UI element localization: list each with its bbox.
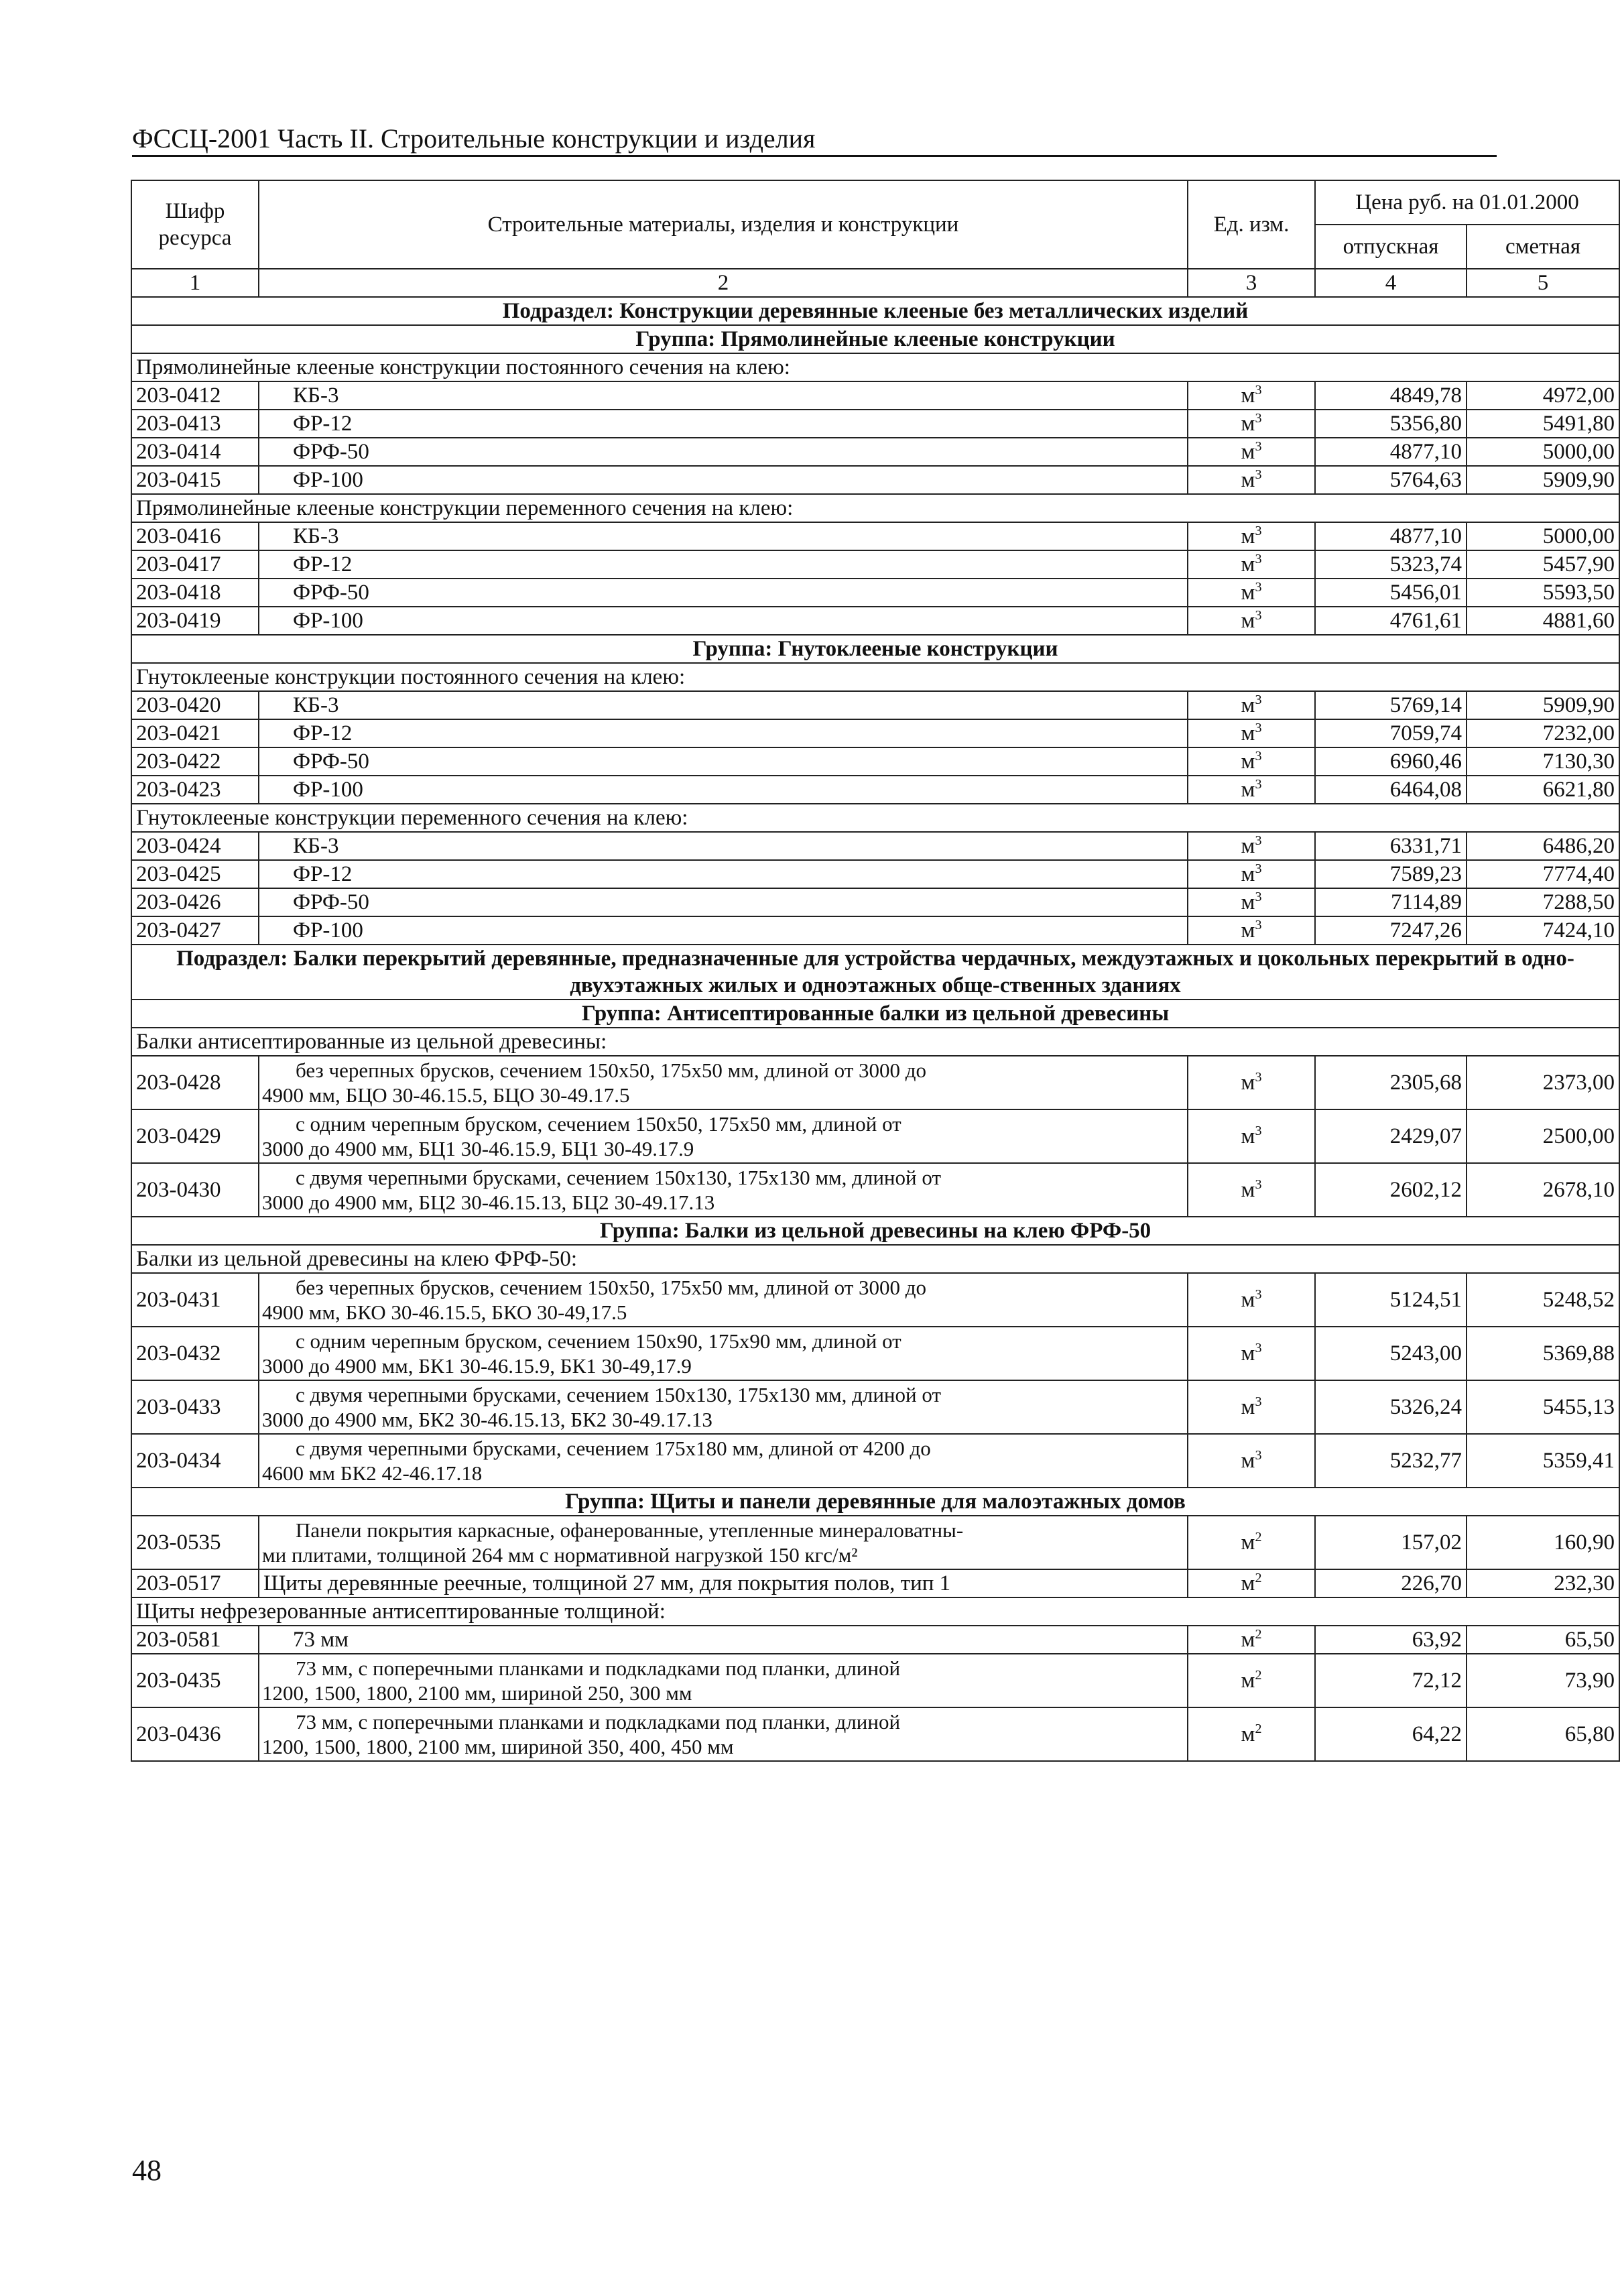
item-description bbox=[259, 1327, 1188, 1380]
release-price: 5124,51 bbox=[1315, 1273, 1467, 1327]
unit-text: м bbox=[1241, 581, 1255, 605]
unit-exponent: 3 bbox=[1255, 692, 1262, 707]
group-heading: Группа: Балки из цельной древесины на клею ФРФ-50 bbox=[131, 1217, 1619, 1245]
table-row bbox=[131, 832, 1619, 860]
unit-text: м bbox=[1241, 749, 1255, 774]
unit-cell bbox=[1188, 747, 1315, 776]
release-price: 157,02 bbox=[1315, 1516, 1467, 1569]
resource-code: 203-0425 bbox=[131, 860, 259, 888]
group-heading: Группа: Гнутоклееные конструкции bbox=[131, 635, 1619, 663]
item-description-line: 1200, 1500, 1800, 2100 мм, шириной 250, 300 мм bbox=[262, 1681, 692, 1705]
unit-exponent: 3 bbox=[1255, 467, 1262, 482]
unit-cell bbox=[1188, 1626, 1315, 1654]
resource-code: 203-0581 bbox=[131, 1626, 259, 1654]
item-name: КБ-3 bbox=[259, 381, 1188, 410]
unit-cell bbox=[1188, 1109, 1315, 1163]
release-price: 5326,24 bbox=[1315, 1380, 1467, 1434]
unit-text: м bbox=[1241, 1449, 1255, 1473]
unit-exponent: 3 bbox=[1255, 524, 1262, 538]
column-number: 5 bbox=[1467, 269, 1619, 297]
unit-text: м bbox=[1241, 609, 1255, 633]
unit-cell bbox=[1188, 776, 1315, 804]
unit-cell bbox=[1188, 860, 1315, 888]
subheading-row bbox=[131, 804, 1619, 832]
release-price: 2305,68 bbox=[1315, 1056, 1467, 1109]
column-number: 1 bbox=[131, 269, 259, 297]
release-price: 226,70 bbox=[1315, 1569, 1467, 1597]
item-description bbox=[259, 1380, 1188, 1434]
subheading: Гнутоклееные конструкции переменного сечения на клею: bbox=[131, 804, 1619, 832]
item-name: ФР-100 bbox=[259, 607, 1188, 635]
estimate-price: 65,50 bbox=[1467, 1626, 1619, 1654]
unit-text: м bbox=[1241, 1288, 1255, 1312]
unit-exponent: 3 bbox=[1255, 1394, 1262, 1409]
table-row bbox=[131, 1163, 1619, 1217]
table-row bbox=[131, 438, 1619, 466]
subheading-row bbox=[131, 1028, 1619, 1056]
table-header-row bbox=[131, 180, 1619, 225]
table-row bbox=[131, 1569, 1619, 1597]
page-title: ФССЦ-2001 Часть II. Строительные конструкции и изделия bbox=[132, 123, 816, 154]
item-description-line: 73 мм, с поперечными планками и подкладками под планки, длиной bbox=[296, 1656, 901, 1680]
page-number: 48 bbox=[132, 2154, 162, 2187]
subheading: Гнутоклееные конструкции постоянного сечения на клею: bbox=[131, 663, 1619, 691]
unit-text: м bbox=[1241, 693, 1255, 717]
estimate-price: 7288,50 bbox=[1467, 888, 1619, 916]
unit-cell bbox=[1188, 466, 1315, 494]
unit-cell bbox=[1188, 1327, 1315, 1380]
table-row bbox=[131, 1273, 1619, 1327]
item-name: КБ-3 bbox=[259, 832, 1188, 860]
item-description-line: с двумя черепными брусками, сечением 150х130, 175х130 мм, длиной от bbox=[296, 1383, 941, 1406]
item-description-line: без черепных брусков, сечением 150х50, 175х50 мм, длиной от 3000 до bbox=[296, 1059, 927, 1082]
column-number: 2 bbox=[259, 269, 1188, 297]
item-name: 73 мм bbox=[259, 1626, 1188, 1654]
item-description-line: 1200, 1500, 1800, 2100 мм, шириной 350, 400, 450 мм bbox=[262, 1735, 734, 1758]
unit-text: м bbox=[1241, 552, 1255, 577]
unit-cell bbox=[1188, 1056, 1315, 1109]
group-heading-row bbox=[131, 635, 1619, 663]
resource-code: 203-0432 bbox=[131, 1327, 259, 1380]
unit-text: м bbox=[1241, 778, 1255, 802]
unit-text: м bbox=[1241, 1571, 1255, 1595]
subheading: Щиты нефрезерованные антисептированные толщиной: bbox=[131, 1597, 1619, 1626]
subheading: Прямолинейные клееные конструкции постоянного сечения на клею: bbox=[131, 353, 1619, 381]
unit-exponent: 3 bbox=[1255, 1070, 1262, 1085]
release-price: 63,92 bbox=[1315, 1626, 1467, 1654]
item-description-line: 4900 мм, БКО 30-46.15.5, БКО 30-49,17.5 bbox=[262, 1301, 627, 1324]
unit-text: м bbox=[1241, 721, 1255, 745]
unit-cell bbox=[1188, 1163, 1315, 1217]
table-row bbox=[131, 466, 1619, 494]
item-description-line: с одним черепным бруском, сечением 150х50, 175х50 мм, длиной от bbox=[296, 1112, 901, 1136]
group-heading: Группа: Прямолинейные клееные конструкции bbox=[131, 325, 1619, 353]
unit-text: м bbox=[1241, 918, 1255, 943]
item-description bbox=[259, 1516, 1188, 1569]
table-row bbox=[131, 1434, 1619, 1488]
resource-code: 203-0427 bbox=[131, 916, 259, 945]
column-number: 3 bbox=[1188, 269, 1315, 297]
release-price: 6464,08 bbox=[1315, 776, 1467, 804]
unit-cell bbox=[1188, 1654, 1315, 1707]
unit-text: м bbox=[1241, 440, 1255, 464]
release-price: 4849,78 bbox=[1315, 381, 1467, 410]
resource-code: 203-0517 bbox=[131, 1569, 259, 1597]
item-description-line: с одним черепным бруском, сечением 150х90, 175х90 мм, длиной от bbox=[296, 1329, 901, 1353]
unit-exponent: 3 bbox=[1255, 1341, 1262, 1355]
resource-code: 203-0419 bbox=[131, 607, 259, 635]
unit-cell bbox=[1188, 691, 1315, 719]
unit-text: м bbox=[1241, 1341, 1255, 1366]
unit-exponent: 3 bbox=[1255, 890, 1262, 904]
item-name: ФРФ-50 bbox=[259, 747, 1188, 776]
resource-code: 203-0421 bbox=[131, 719, 259, 747]
unit-text: м bbox=[1241, 890, 1255, 914]
unit-exponent: 2 bbox=[1255, 1530, 1262, 1545]
item-name: КБ-3 bbox=[259, 522, 1188, 550]
unit-cell bbox=[1188, 1707, 1315, 1761]
unit-exponent: 3 bbox=[1255, 383, 1262, 398]
item-description bbox=[259, 1434, 1188, 1488]
table-row bbox=[131, 776, 1619, 804]
column-number-row bbox=[131, 269, 1619, 297]
resource-code: 203-0434 bbox=[131, 1434, 259, 1488]
table-row bbox=[131, 691, 1619, 719]
resource-code: 203-0412 bbox=[131, 381, 259, 410]
subheading-row bbox=[131, 1597, 1619, 1626]
unit-cell bbox=[1188, 832, 1315, 860]
section-heading-row bbox=[131, 945, 1619, 1000]
estimate-price: 5909,90 bbox=[1467, 466, 1619, 494]
estimate-price: 232,30 bbox=[1467, 1569, 1619, 1597]
estimate-price: 5593,50 bbox=[1467, 579, 1619, 607]
header-code: Шифр ресурса bbox=[131, 180, 259, 269]
subheading: Прямолинейные клееные конструкции переменного сечения на клею: bbox=[131, 494, 1619, 522]
subheading-row bbox=[131, 1245, 1619, 1273]
unit-text: м bbox=[1241, 383, 1255, 408]
resource-code: 203-0422 bbox=[131, 747, 259, 776]
resource-code: 203-0429 bbox=[131, 1109, 259, 1163]
estimate-price: 4881,60 bbox=[1467, 607, 1619, 635]
table-row bbox=[131, 579, 1619, 607]
table-row bbox=[131, 860, 1619, 888]
item-name: ФР-12 bbox=[259, 410, 1188, 438]
unit-exponent: 3 bbox=[1255, 1287, 1262, 1302]
resource-code: 203-0535 bbox=[131, 1516, 259, 1569]
item-description-line: 3000 до 4900 мм, БК2 30-46.15.13, БК2 30-49.17.13 bbox=[262, 1408, 712, 1431]
estimate-price: 65,80 bbox=[1467, 1707, 1619, 1761]
resource-code: 203-0420 bbox=[131, 691, 259, 719]
release-price: 4761,61 bbox=[1315, 607, 1467, 635]
unit-text: м bbox=[1241, 468, 1255, 492]
release-price: 2602,12 bbox=[1315, 1163, 1467, 1217]
section-heading: Подраздел: Конструкции деревянные клееные без металлических изделий bbox=[131, 297, 1619, 325]
unit-text: м bbox=[1241, 834, 1255, 858]
item-name: Щиты деревянные реечные, толщиной 27 мм, для покрытия полов, тип 1 bbox=[259, 1569, 1188, 1597]
resource-code: 203-0431 bbox=[131, 1273, 259, 1327]
estimate-price: 7130,30 bbox=[1467, 747, 1619, 776]
column-number: 4 bbox=[1315, 269, 1467, 297]
estimate-price: 2678,10 bbox=[1467, 1163, 1619, 1217]
section-heading-row bbox=[131, 297, 1619, 325]
estimate-price: 2373,00 bbox=[1467, 1056, 1619, 1109]
estimate-price: 6486,20 bbox=[1467, 832, 1619, 860]
table-row bbox=[131, 1327, 1619, 1380]
item-description bbox=[259, 1654, 1188, 1707]
resource-code: 203-0430 bbox=[131, 1163, 259, 1217]
item-name: ФРФ-50 bbox=[259, 438, 1188, 466]
release-price: 5232,77 bbox=[1315, 1434, 1467, 1488]
release-price: 5243,00 bbox=[1315, 1327, 1467, 1380]
unit-exponent: 3 bbox=[1255, 552, 1262, 566]
item-description-line: без черепных брусков, сечением 150х50, 175х50 мм, длиной от 3000 до bbox=[296, 1276, 927, 1299]
release-price: 5356,80 bbox=[1315, 410, 1467, 438]
page-header bbox=[132, 124, 1497, 157]
unit-cell bbox=[1188, 1273, 1315, 1327]
item-name: ФР-12 bbox=[259, 719, 1188, 747]
release-price: 5456,01 bbox=[1315, 579, 1467, 607]
subheading: Балки из цельной древесины на клею ФРФ-50: bbox=[131, 1245, 1619, 1273]
unit-cell bbox=[1188, 1434, 1315, 1488]
estimate-price: 5491,80 bbox=[1467, 410, 1619, 438]
item-description-line: 4600 мм БК2 42-46.17.18 bbox=[262, 1461, 483, 1485]
unit-exponent: 3 bbox=[1255, 833, 1262, 848]
item-name: ФР-100 bbox=[259, 916, 1188, 945]
release-price: 6960,46 bbox=[1315, 747, 1467, 776]
table-row bbox=[131, 410, 1619, 438]
unit-cell bbox=[1188, 888, 1315, 916]
item-name: ФР-12 bbox=[259, 860, 1188, 888]
table-row bbox=[131, 1056, 1619, 1109]
table-row bbox=[131, 550, 1619, 579]
group-heading-row bbox=[131, 1488, 1619, 1516]
group-heading: Группа: Щиты и панели деревянные для малоэтажных домов bbox=[131, 1488, 1619, 1516]
subheading-row bbox=[131, 353, 1619, 381]
unit-exponent: 2 bbox=[1255, 1571, 1262, 1585]
unit-text: м bbox=[1241, 412, 1255, 436]
unit-cell bbox=[1188, 579, 1315, 607]
item-description-line: 3000 до 4900 мм, БК1 30-46.15.9, БК1 30-49,17.9 bbox=[262, 1354, 692, 1378]
unit-text: м bbox=[1241, 1722, 1255, 1746]
release-price: 4877,10 bbox=[1315, 522, 1467, 550]
item-description-line: 3000 до 4900 мм, БЦ2 30-46.15.13, БЦ2 30-49.17.13 bbox=[262, 1191, 715, 1214]
item-description-line: 73 мм, с поперечными планками и подкладками под планки, длиной bbox=[296, 1710, 901, 1734]
unit-exponent: 3 bbox=[1255, 721, 1262, 735]
item-description-line: с двумя черепными брусками, сечением 150х130, 175х130 мм, длиной от bbox=[296, 1166, 941, 1189]
table-row bbox=[131, 607, 1619, 635]
estimate-price: 7424,10 bbox=[1467, 916, 1619, 945]
table-row bbox=[131, 916, 1619, 945]
release-price: 2429,07 bbox=[1315, 1109, 1467, 1163]
table-row bbox=[131, 888, 1619, 916]
unit-exponent: 3 bbox=[1255, 777, 1262, 792]
subheading: Балки антисептированные из цельной древесины: bbox=[131, 1028, 1619, 1056]
header-estimate-price: сметная bbox=[1467, 225, 1619, 269]
resource-code: 203-0417 bbox=[131, 550, 259, 579]
header-price: Цена руб. на 01.01.2000 bbox=[1315, 180, 1619, 225]
unit-text: м bbox=[1241, 524, 1255, 548]
group-heading-row bbox=[131, 1217, 1619, 1245]
unit-exponent: 3 bbox=[1255, 861, 1262, 876]
unit-text: м bbox=[1241, 1530, 1255, 1555]
table-row bbox=[131, 1380, 1619, 1434]
resource-code: 203-0424 bbox=[131, 832, 259, 860]
table-row bbox=[131, 1516, 1619, 1569]
resource-code: 203-0428 bbox=[131, 1056, 259, 1109]
estimate-price: 73,90 bbox=[1467, 1654, 1619, 1707]
unit-text: м bbox=[1241, 862, 1255, 886]
unit-text: м bbox=[1241, 1178, 1255, 1202]
unit-cell bbox=[1188, 1516, 1315, 1569]
release-price: 5764,63 bbox=[1315, 466, 1467, 494]
unit-exponent: 3 bbox=[1255, 439, 1262, 454]
subheading-row bbox=[131, 663, 1619, 691]
item-name: ФР-12 bbox=[259, 550, 1188, 579]
unit-cell bbox=[1188, 522, 1315, 550]
unit-text: м bbox=[1241, 1395, 1255, 1419]
release-price: 7114,89 bbox=[1315, 888, 1467, 916]
table-row bbox=[131, 381, 1619, 410]
unit-cell bbox=[1188, 438, 1315, 466]
estimate-price: 6621,80 bbox=[1467, 776, 1619, 804]
estimate-price: 5369,88 bbox=[1467, 1327, 1619, 1380]
release-price: 6331,71 bbox=[1315, 832, 1467, 860]
estimate-price: 5248,52 bbox=[1467, 1273, 1619, 1327]
item-description-line: ми плитами, толщиной 264 мм с нормативной нагрузкой 150 кгс/м² bbox=[262, 1543, 858, 1567]
estimate-price: 7774,40 bbox=[1467, 860, 1619, 888]
resource-code: 203-0415 bbox=[131, 466, 259, 494]
table-row bbox=[131, 747, 1619, 776]
table-row bbox=[131, 719, 1619, 747]
unit-exponent: 2 bbox=[1255, 1627, 1262, 1642]
unit-exponent: 3 bbox=[1255, 918, 1262, 932]
unit-text: м bbox=[1241, 1628, 1255, 1652]
unit-exponent: 2 bbox=[1255, 1721, 1262, 1736]
unit-cell bbox=[1188, 719, 1315, 747]
release-price: 7059,74 bbox=[1315, 719, 1467, 747]
item-description bbox=[259, 1163, 1188, 1217]
unit-text: м bbox=[1241, 1071, 1255, 1095]
group-heading-row bbox=[131, 325, 1619, 353]
resource-code: 203-0436 bbox=[131, 1707, 259, 1761]
resource-code: 203-0426 bbox=[131, 888, 259, 916]
unit-cell bbox=[1188, 1569, 1315, 1597]
unit-exponent: 3 bbox=[1255, 608, 1262, 623]
unit-exponent: 3 bbox=[1255, 749, 1262, 764]
table-row bbox=[131, 522, 1619, 550]
item-description-line: Панели покрытия каркасные, офанерованные, утепленные минераловатны- bbox=[296, 1518, 964, 1542]
resource-code: 203-0416 bbox=[131, 522, 259, 550]
unit-text: м bbox=[1241, 1669, 1255, 1693]
item-name: ФР-100 bbox=[259, 466, 1188, 494]
item-description bbox=[259, 1109, 1188, 1163]
item-description bbox=[259, 1273, 1188, 1327]
group-heading-row bbox=[131, 1000, 1619, 1028]
release-price: 5323,74 bbox=[1315, 550, 1467, 579]
unit-cell bbox=[1188, 916, 1315, 945]
price-table-body bbox=[131, 180, 1619, 1761]
release-price: 4877,10 bbox=[1315, 438, 1467, 466]
unit-exponent: 3 bbox=[1255, 1177, 1262, 1192]
unit-exponent: 3 bbox=[1255, 1448, 1262, 1463]
item-description-line: с двумя черепными брусками, сечением 175х180 мм, длиной от 4200 до bbox=[296, 1437, 931, 1460]
header-name: Строительные материалы, изделия и конструкции bbox=[259, 180, 1188, 269]
estimate-price: 160,90 bbox=[1467, 1516, 1619, 1569]
unit-exponent: 3 bbox=[1255, 1124, 1262, 1138]
release-price: 7589,23 bbox=[1315, 860, 1467, 888]
item-name: КБ-3 bbox=[259, 691, 1188, 719]
unit-exponent: 2 bbox=[1255, 1668, 1262, 1683]
subheading-row bbox=[131, 494, 1619, 522]
table-row bbox=[131, 1654, 1619, 1707]
release-price: 5769,14 bbox=[1315, 691, 1467, 719]
resource-code: 203-0414 bbox=[131, 438, 259, 466]
resource-code: 203-0413 bbox=[131, 410, 259, 438]
estimate-price: 5000,00 bbox=[1467, 522, 1619, 550]
section-heading: Подраздел: Балки перекрытий деревянные, предназначенные для устройства чердачных, междуэтажных и цокольных перекрытий в одно- двухэтажных жилых и одноэтажных обще-ственных зданиях bbox=[131, 945, 1619, 1000]
estimate-price: 7232,00 bbox=[1467, 719, 1619, 747]
item-description bbox=[259, 1707, 1188, 1761]
item-description bbox=[259, 1056, 1188, 1109]
release-price: 64,22 bbox=[1315, 1707, 1467, 1761]
estimate-price: 4972,00 bbox=[1467, 381, 1619, 410]
resource-code: 203-0433 bbox=[131, 1380, 259, 1434]
table-row bbox=[131, 1109, 1619, 1163]
unit-cell bbox=[1188, 607, 1315, 635]
unit-exponent: 3 bbox=[1255, 580, 1262, 595]
release-price: 7247,26 bbox=[1315, 916, 1467, 945]
unit-text: м bbox=[1241, 1124, 1255, 1148]
estimate-price: 5909,90 bbox=[1467, 691, 1619, 719]
release-price: 72,12 bbox=[1315, 1654, 1467, 1707]
item-description-line: 4900 мм, БЦО 30-46.15.5, БЦО 30-49.17.5 bbox=[262, 1083, 630, 1107]
resource-code: 203-0435 bbox=[131, 1654, 259, 1707]
resource-code: 203-0418 bbox=[131, 579, 259, 607]
table-row bbox=[131, 1626, 1619, 1654]
estimate-price: 5000,00 bbox=[1467, 438, 1619, 466]
estimate-price: 5457,90 bbox=[1467, 550, 1619, 579]
group-heading: Группа: Антисептированные балки из цельной древесины bbox=[131, 1000, 1619, 1028]
unit-cell bbox=[1188, 550, 1315, 579]
resource-code: 203-0423 bbox=[131, 776, 259, 804]
estimate-price: 5359,41 bbox=[1467, 1434, 1619, 1488]
header-unit: Ед. изм. bbox=[1188, 180, 1315, 269]
estimate-price: 2500,00 bbox=[1467, 1109, 1619, 1163]
unit-cell bbox=[1188, 1380, 1315, 1434]
estimate-price: 5455,13 bbox=[1467, 1380, 1619, 1434]
price-table bbox=[131, 180, 1620, 1762]
unit-cell bbox=[1188, 381, 1315, 410]
item-name: ФРФ-50 bbox=[259, 888, 1188, 916]
item-name: ФРФ-50 bbox=[259, 579, 1188, 607]
unit-exponent: 3 bbox=[1255, 411, 1262, 426]
header-release-price: отпускная bbox=[1315, 225, 1467, 269]
unit-cell bbox=[1188, 410, 1315, 438]
table-row bbox=[131, 1707, 1619, 1761]
item-name: ФР-100 bbox=[259, 776, 1188, 804]
item-description-line: 3000 до 4900 мм, БЦ1 30-46.15.9, БЦ1 30-49.17.9 bbox=[262, 1137, 694, 1160]
